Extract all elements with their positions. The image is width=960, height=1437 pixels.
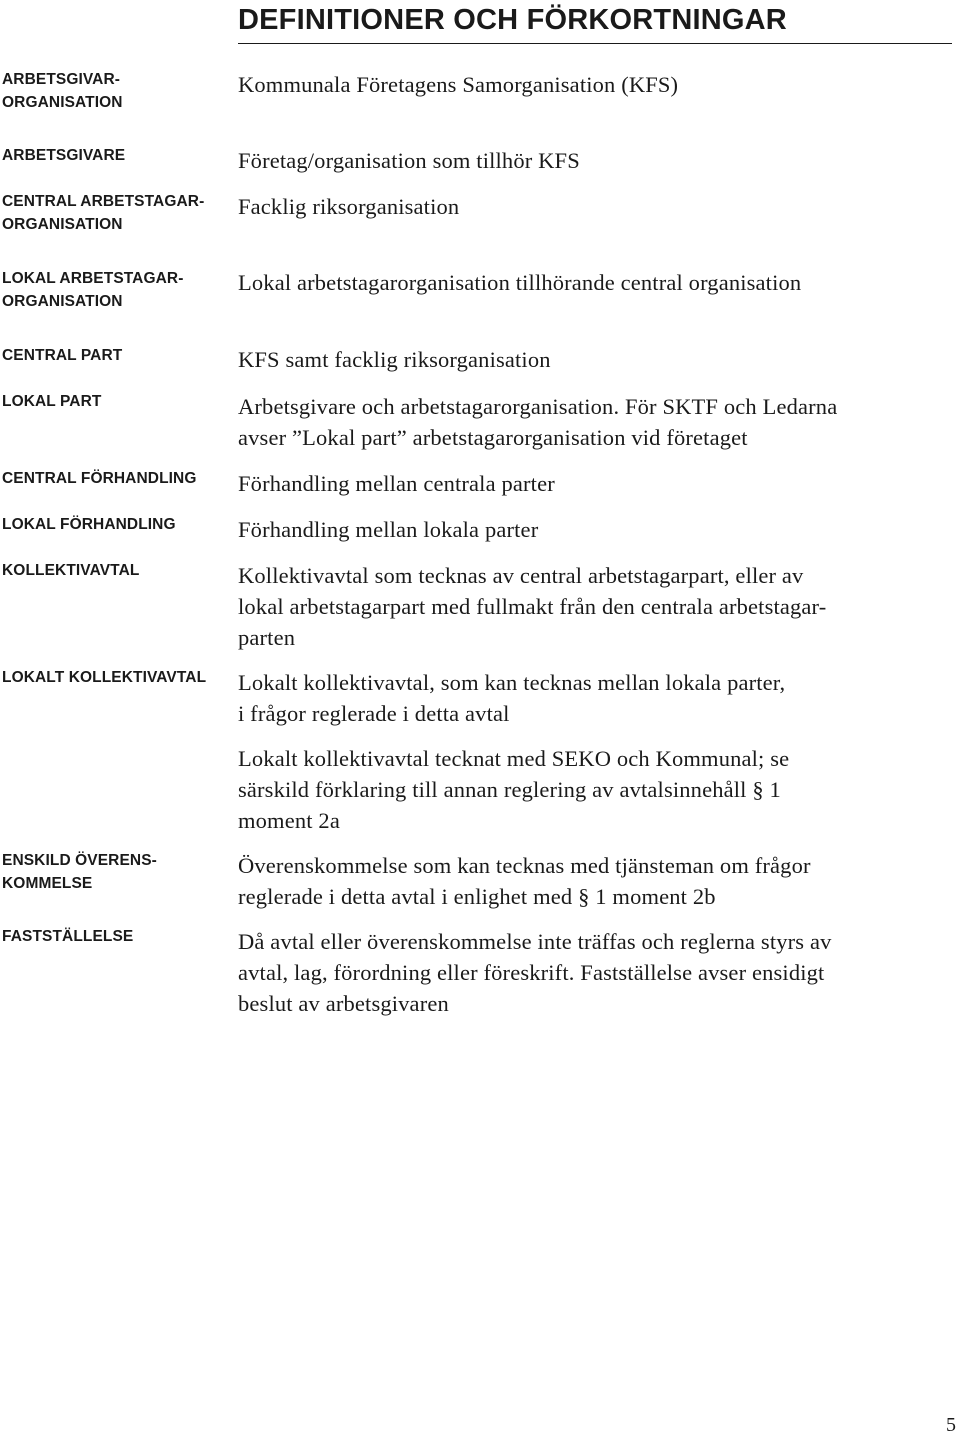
term-central-forhandling	[2, 471, 227, 494]
term-lokal-part	[2, 394, 227, 417]
term-line: CENTRAL PART	[2, 347, 123, 364]
definition-central-arbetstagarorganisation	[238, 191, 954, 222]
page-title: DEFINITIONER OCH FÖRKORTNINGAR	[238, 4, 787, 36]
page-number: 5	[946, 1414, 956, 1436]
definition-line: Lokalt kollektivavtal, som kan tecknas mellan lokala parter,	[238, 670, 786, 695]
term-line: KOLLEKTIVAVTAL	[2, 562, 140, 579]
definition-line: beslut av arbetsgivaren	[238, 991, 449, 1016]
definition-line: Företag/organisation som tillhör KFS	[238, 148, 580, 173]
term-line: ENSKILD ÖVERENS-	[2, 852, 157, 869]
term-line: LOKAL FÖRHANDLING	[2, 516, 176, 533]
definition-central-part	[238, 344, 954, 375]
definition-enskild-overenskommelse	[238, 850, 954, 912]
term-lokal-arbetstagarorganisation	[2, 271, 227, 317]
definition-kollektivavtal	[238, 560, 954, 653]
term-enskild-overenskommelse	[2, 853, 227, 899]
title-divider	[238, 43, 952, 44]
definition-arbetsgivarorganisation	[238, 69, 954, 100]
term-line: LOKAL ARBETSTAGAR-	[2, 270, 184, 287]
definition-line: lokal arbetstagarpart med fullmakt från den centrala arbetstagar-	[238, 594, 827, 619]
term-line: ORGANISATION	[2, 94, 123, 111]
term-line: ARBETSGIVAR-	[2, 71, 121, 88]
definition-lokal-forhandling	[238, 514, 954, 545]
term-line: LOKAL PART	[2, 393, 102, 410]
definition-line: avtal, lag, förordning eller föreskrift. Fastställelse avser ensidigt	[238, 960, 825, 985]
term-line: FASTSTÄLLELSE	[2, 928, 134, 945]
definition-line: Kollektivavtal som tecknas av central arbetstagarpart, eller av	[238, 563, 804, 588]
definition-line: Då avtal eller överenskommelse inte träffas och reglerna styrs av	[238, 929, 832, 954]
term-arbetsgivare	[2, 148, 227, 171]
term-arbetsgivarorganisation	[2, 72, 227, 118]
definition-line: Lokalt kollektivavtal tecknat med SEKO och Kommunal; se	[238, 746, 790, 771]
definition-arbetsgivare	[238, 145, 954, 176]
definition-line: Lokal arbetstagarorganisation tillhörande central organisation	[238, 270, 802, 295]
definition-line: KFS samt facklig riksorganisation	[238, 347, 551, 372]
term-central-arbetstagarorganisation	[2, 194, 227, 240]
definition-line: reglerade i detta avtal i enlighet med § 1 moment 2b	[238, 884, 716, 909]
definition-line: parten	[238, 625, 296, 650]
term-line: ORGANISATION	[2, 216, 123, 233]
definition-lokal-part	[238, 391, 954, 453]
term-lokal-forhandling	[2, 517, 227, 540]
term-line: CENTRAL FÖRHANDLING	[2, 470, 197, 487]
definition-line: Facklig riksorganisation	[238, 194, 460, 219]
definition-central-forhandling	[238, 468, 954, 499]
definition-line: i frågor reglerade i detta avtal	[238, 701, 510, 726]
definition-line: Förhandling mellan lokala parter	[238, 517, 539, 542]
definition-line: avser ”Lokal part” arbetstagarorganisation vid företaget	[238, 425, 748, 450]
definition-line: Överenskommelse som kan tecknas med tjänsteman om frågor	[238, 853, 811, 878]
definition-lokalt-kollektivavtal	[238, 667, 954, 729]
term-central-part	[2, 348, 227, 371]
definition-lokalt-kollektivavtal-seko	[238, 743, 954, 836]
term-kollektivavtal	[2, 563, 227, 586]
term-line: CENTRAL ARBETSTAGAR-	[2, 193, 205, 210]
term-line: ARBETSGIVARE	[2, 147, 126, 164]
term-line: ORGANISATION	[2, 293, 123, 310]
term-line: KOMMELSE	[2, 875, 93, 892]
definition-line: särskild förklaring till annan reglering av avtalsinnehåll § 1	[238, 777, 781, 802]
definition-line: Arbetsgivare och arbetstagarorganisation. För SKTF och Ledarna	[238, 394, 838, 419]
definition-line: Förhandling mellan centrala parter	[238, 471, 555, 496]
definition-faststallelse	[238, 926, 954, 1019]
definition-line: moment 2a	[238, 808, 340, 833]
term-line: LOKALT KOLLEKTIVAVTAL	[2, 669, 207, 686]
definition-lokal-arbetstagarorganisation	[238, 267, 954, 298]
definition-line: Kommunala Företagens Samorganisation (KFS)	[238, 72, 679, 97]
term-faststallelse	[2, 929, 227, 952]
term-lokalt-kollektivavtal	[2, 670, 227, 693]
